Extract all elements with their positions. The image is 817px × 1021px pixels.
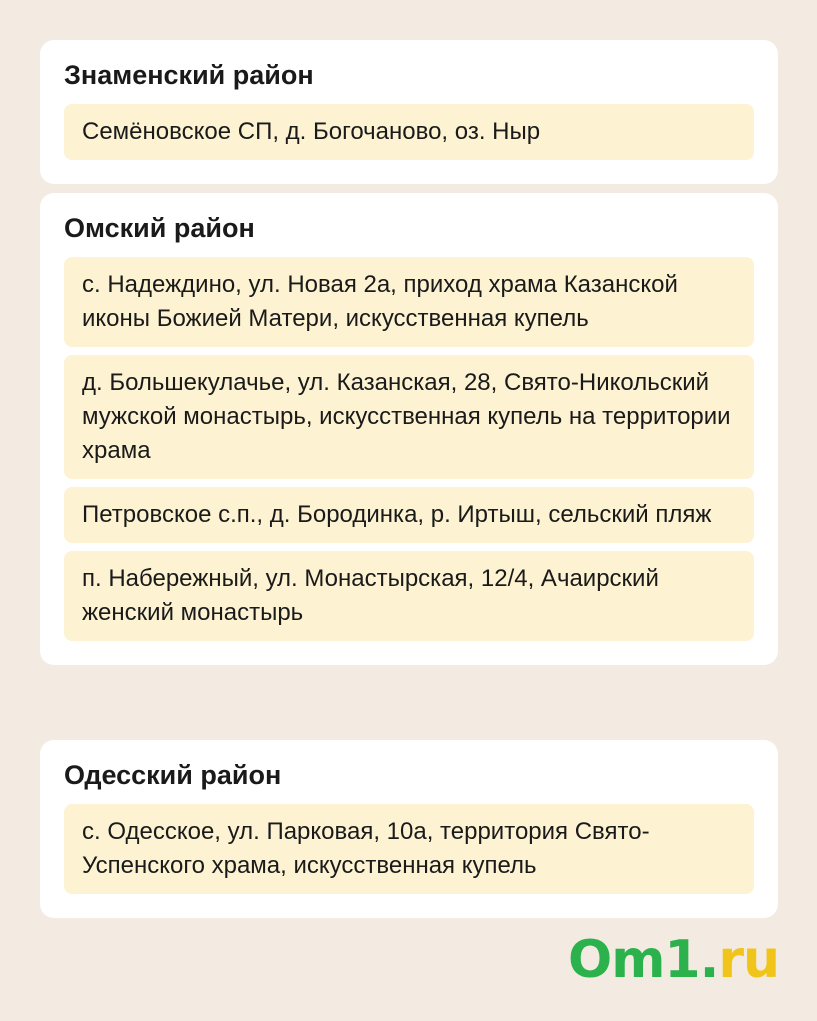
logo-dot-text: . — [699, 930, 719, 990]
district-title: Омский район — [64, 213, 255, 243]
logo-om1-text: Om1 — [567, 930, 700, 990]
location-item: д. Большекулачье, ул. Казанская, 28, Свято-Никольский мужской монастырь, искусственная купель на территории храма — [64, 355, 754, 479]
location-item: Семёновское СП, д. Богочаново, оз. Ныр — [64, 104, 754, 160]
district-title: Одесский район — [64, 760, 282, 790]
location-item: с. Надеждино, ул. Новая 2а, приход храма Казанской иконы Божией Матери, искусственная купель — [64, 257, 754, 347]
location-item: Петровское с.п., д. Бородинка, р. Иртыш, сельский пляж — [64, 487, 754, 543]
location-item: с. Одесское, ул. Парковая, 10а, территория Свято-Успенского храма, искусственная купель — [64, 804, 754, 894]
district-card-omsky — [40, 193, 778, 665]
district-card-znamensky — [40, 40, 778, 184]
location-item: п. Набережный, ул. Монастырская, 12/4, Ачаирский женский монастырь — [64, 551, 754, 641]
logo-ru-text: ru — [718, 930, 779, 990]
district-card-odessky — [40, 740, 778, 918]
om1-logo — [568, 928, 779, 992]
district-title: Знаменский район — [64, 60, 314, 90]
